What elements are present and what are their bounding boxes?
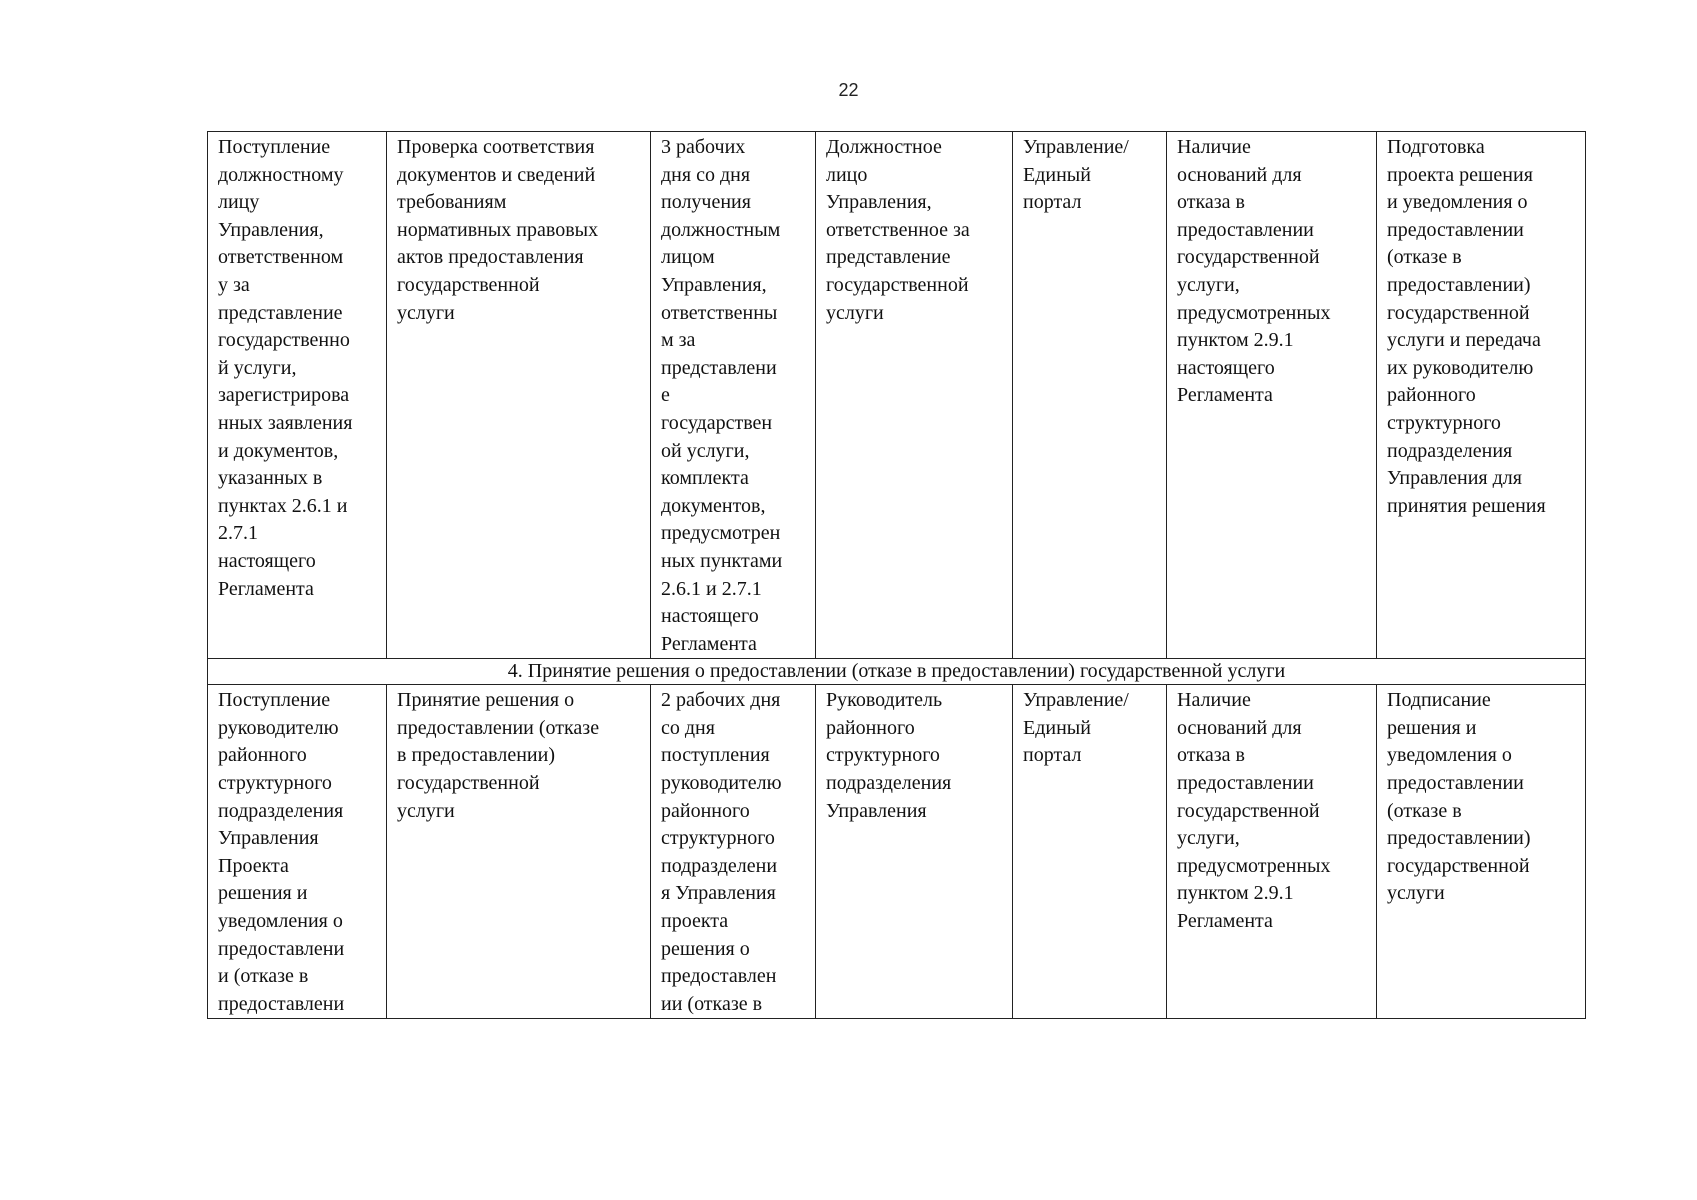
table-cell-place: Управление/ Единый портал	[1013, 685, 1167, 1019]
table-cell-responsible: Должностное лицо Управления, ответственное за представление государственной услуги	[816, 132, 1013, 659]
table-cell-duration: 2 рабочих дня со дня поступления руководителю районного структурного подразделени я Управления проекта решения о предоставлен ии (отказе в	[651, 685, 816, 1019]
table-cell-responsible: Руководитель районного структурного подразделения Управления	[816, 685, 1013, 1019]
table-cell-place: Управление/ Единый портал	[1013, 132, 1167, 659]
table-cell-result: Подготовка проекта решения и уведомления о предоставлении (отказе в предоставлении) государственной услуги и передача их руководителю районного структурного подразделения Управления для принятия решения	[1377, 132, 1586, 659]
table-cell-action: Принятие решения о предоставлении (отказе в предоставлении) государственной услуги	[387, 685, 651, 1019]
procedure-table	[207, 131, 1586, 1019]
table-cell-criteria: Наличие оснований для отказа в предоставлении государственной услуги, предусмотренных пунктом 2.9.1 настоящего Регламента	[1167, 132, 1377, 659]
table-cell-event: Поступление должностному лицу Управления, ответственном у за представление государственно й услуги, зарегистрирова нных заявления и документов, указанных в пунктах 2.6.1 и 2.7.1 настоящего Регламента	[208, 132, 387, 659]
table-cell-criteria: Наличие оснований для отказа в предоставлении государственной услуги, предусмотренных пунктом 2.9.1 Регламента	[1167, 685, 1377, 1019]
section-heading: 4. Принятие решения о предоставлении (отказе в предоставлении) государственной услуги	[208, 659, 1586, 685]
section-row	[208, 659, 1586, 685]
table-row	[208, 132, 1586, 659]
page-number: 22	[838, 80, 859, 100]
table-cell-duration: 3 рабочих дня со дня получения должностным лицом Управления, ответственны м за представлени е государствен ой услуги, комплекта документов, предусмотрен ных пунктами 2.6.1 и 2.7.1 настоящего Регламента	[651, 132, 816, 659]
table-cell-action: Проверка соответствия документов и сведений требованиям нормативных правовых актов предоставления государственной услуги	[387, 132, 651, 659]
table-row	[208, 685, 1586, 1019]
table-cell-event: Поступление руководителю районного структурного подразделения Управления Проекта решения и уведомления о предоставлени и (отказе в предоставлени	[208, 685, 387, 1019]
table-cell-result: Подписание решения и уведомления о предоставлении (отказе в предоставлении) государственной услуги	[1377, 685, 1586, 1019]
